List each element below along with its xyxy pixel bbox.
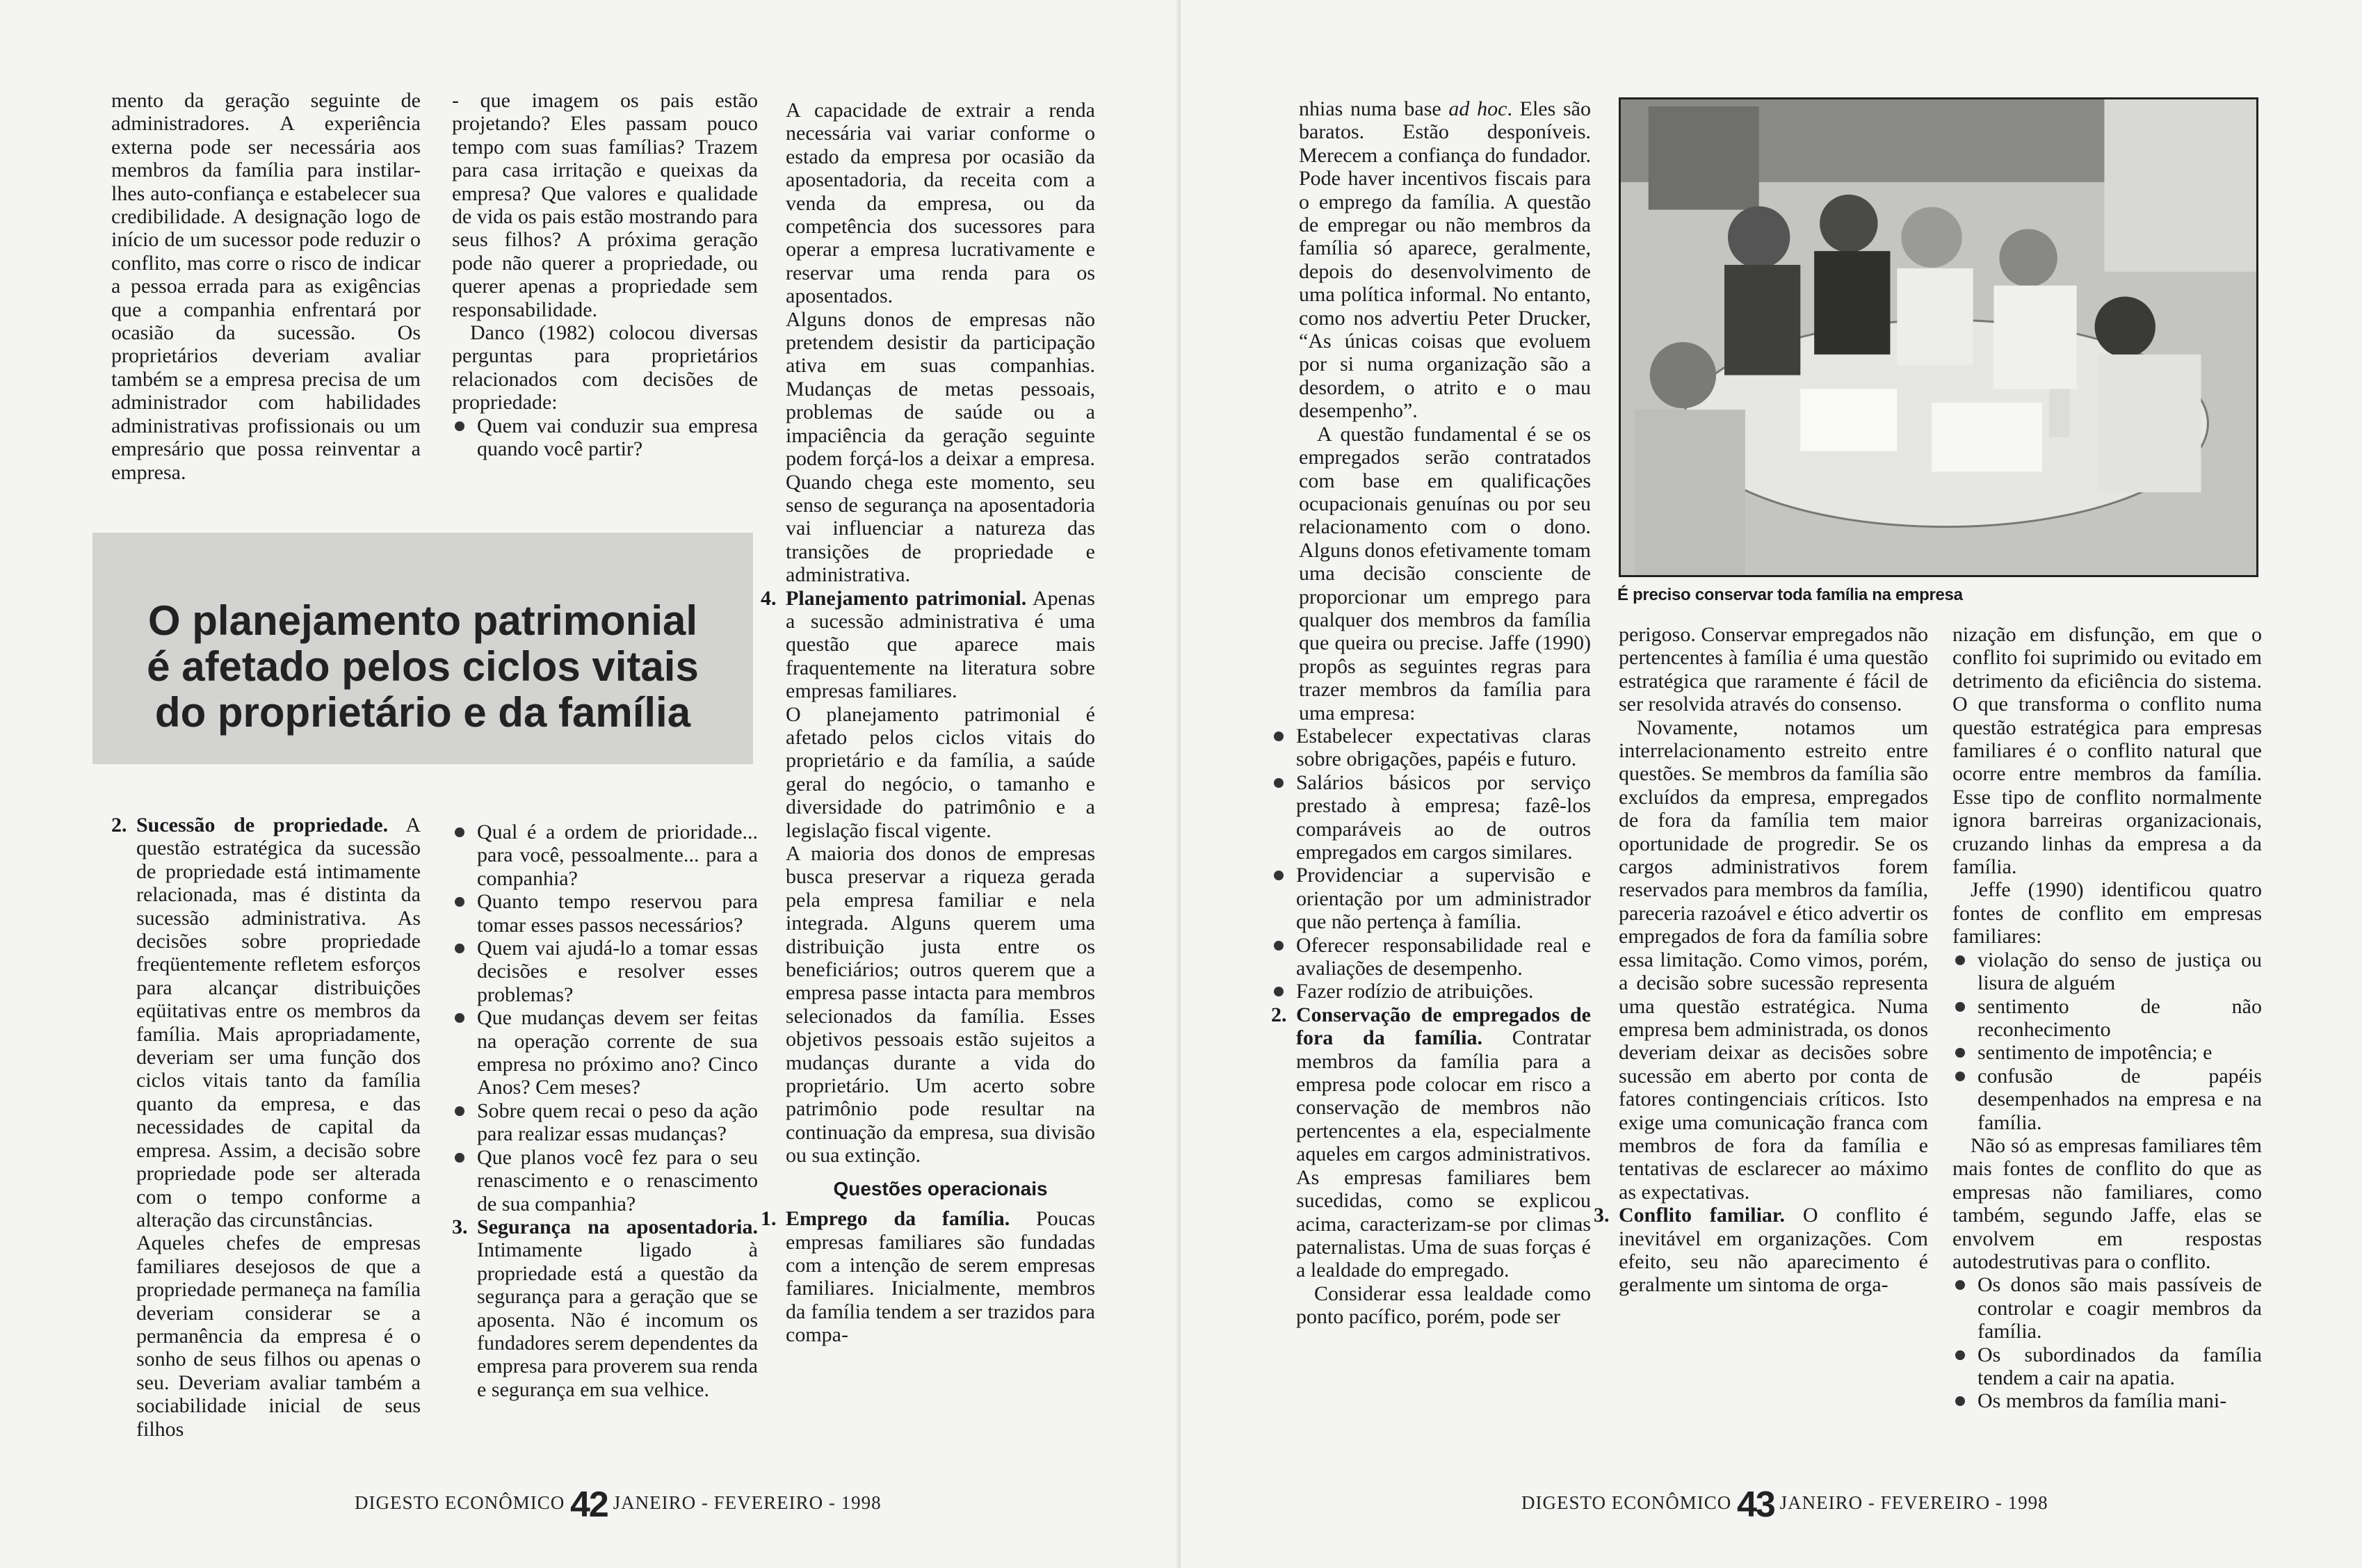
list-item: Estabelecer expectativas claras sobre obrigações, papéis e futuro. xyxy=(1271,725,1591,771)
numbered-section: 2. Sucessão de propriedade. A questão estratégica da sucessão de propriedade está intimamente relacionada, mas é distinta da sucessão administrativa. As decisões sobre propriedade freqüentemente refletem esforços para alcançar distribuições eqüitativas entre os membros da família. Mais apropriadamente, deveriam ser uma função dos ciclos vitais tanto da família quanto da empresa, e das necessidades de capital da empresa. Assim, a decisão sobre propriedade pode ser alterada com o tempo conforme a alteração das circunstâncias. Aqueles chefes de empresas familiares desejosos de que a propriedade permaneça na família deveriam considerar se a permanência da empresa é o sonho de seus filhos ou apenas o seu. Deveriam avaliar também a sociabilidade inicial de seus filhos xyxy=(111,814,421,1441)
page-number: 43 xyxy=(1737,1485,1774,1525)
section-heading: Conservação de empregados de fora da família. xyxy=(1296,1003,1591,1050)
bullet-icon xyxy=(1274,987,1284,996)
photo-caption: É preciso conservar toda família na empresa xyxy=(1617,585,1963,604)
bullet-icon xyxy=(1274,732,1284,741)
bullet-icon xyxy=(1955,1350,1965,1360)
paragraph: perigoso. Conservar empregados não pertencentes à família é uma questão estratégica que raramente é fácil de ser resolvida através do consenso. xyxy=(1619,623,1928,716)
right-column-1 xyxy=(1271,97,1591,1329)
list-item: Os membros da família mani- xyxy=(1952,1389,2262,1412)
paragraph: Jeffe (1990) identificou quatro fontes de conflito em empresas familiares: xyxy=(1952,878,2262,948)
numbered-section: 3. Conflito familiar. O conflito é inevitável em organizações. Com efeito, seu não aparecimento é geralmente um sintoma de orga- xyxy=(1594,1204,1929,1297)
paragraph: A maioria dos donos de empresas busca preservar a riqueza gerada pela empresa familiar e nela integrada. Alguns querem uma distribuição justa entre os beneficiários; outros querem que a empresa passe intacta para membros selecionados da família. Esses objetivos pessoais estão sujeitos a mudanças durante a vida do proprietário. Um acerto sobre patrimônio pode resultar na continuação da empresa, sua divisão ou sua extinção. xyxy=(786,842,1095,1167)
bullet-icon xyxy=(455,1106,464,1116)
list-item: Salários básicos por serviço prestado à empresa; fazê-los comparáveis ao de outros empregados em cargos similares. xyxy=(1271,771,1591,864)
list-item: violação do senso de justiça ou lisura de alguém xyxy=(1952,948,2262,995)
paragraph: Novamente, notamos um interrelacionamento estreito entre questões. Se membros da família são excluídos da empresa, empregados de fora da família tem maior oportunidade de progredir. Se os cargos administrativos forem reservados para membros da família, pareceria razoável e ético advertir os empregados de fora da família sobre essa limitação. Como vimos, porém, a decisão sobre sucessão representa uma questão estratégica. Numa empresa bem administrada, os donos deveriam deixar as decisões sobre sucessão em aberto por conta de fatores contingenciais críticos. Isto exige uma comunicação franca com membros de fora da família e tentativas de esclarecer ao máximo as expectativas. xyxy=(1619,716,1928,1204)
bullet-icon xyxy=(1955,1396,1965,1406)
section-heading: Conflito familiar. xyxy=(1619,1204,1785,1227)
bullet-icon xyxy=(1274,941,1284,951)
right-column-3 xyxy=(1952,623,2262,1413)
subheading: Questões operacionais xyxy=(833,1177,1048,1199)
paragraph: Danco (1982) colocou diversas perguntas para proprietários relacionados com decisões de propriedade: xyxy=(452,321,758,414)
numbered-section: 4. Planejamento patrimonial. Apenas a sucessão administrativa é uma questão que aparece mais fraquentemente na literatura sobre empresas familiares. O planejamento patrimonial é afetado pelos ciclos vitais do proprietário e da família, a saúde geral do negócio, o tamanho e diversidade do patrimônio e a legislação fiscal vigente. A maioria dos donos de empresas busca preservar a riqueza gerada pela empresa familiar e nela integrada. Alguns querem uma distribuição justa entre os beneficiários; outros querem que a empresa passe intacta para membros selecionados da família. Esses objetivos pessoais estão sujeitos a mudanças durante a vida do proprietário. Um acerto sobre patrimônio pode resultar na continuação da empresa, sua divisão ou sua extinção. xyxy=(761,586,1095,1167)
page-footer: DIGESTO ECONÔMICO 43 JANEIRO - FEVEREIRO - 1998 xyxy=(1521,1485,2048,1525)
numbered-section: 2. Conservação de empregados de fora da família. Contratar membros da família para a empresa pode colocar em risco a conservação de membros não pertencentes a ela, especialmente aqueles em cargos administrativos. As empresas familiares bem sucedidas, como se explicou acima, caracterizam-se por climas paternalistas. Uma de suas forças é a lealdade do empregado. Considerar essa lealdade como ponto pacífico, porém, pode ser xyxy=(1271,1003,1592,1329)
list-item: Que mudanças devem ser feitas na operação corrente de sua empresa no próximo ano? Cinco Anos? Cem meses? xyxy=(452,1006,758,1099)
section-heading: Planejamento patrimonial. xyxy=(786,586,1027,610)
list-item: confusão de papéis desempenhados na empresa e na família. xyxy=(1952,1065,2262,1134)
meeting-photo xyxy=(1619,97,2258,577)
page-number: 42 xyxy=(570,1485,608,1525)
bullet-icon xyxy=(455,897,464,907)
meeting-photo-image xyxy=(1621,99,2256,575)
paragraph: A capacidade de extrair a renda necessária vai variar conforme o estado da empresa por ocasião da aposentadoria, da receita com a venda da empresa, ou da competência dos sucessores para operar a empresa lucrativamente e reservar uma renda para os aposentados. xyxy=(786,99,1095,308)
left-column-2-bottom xyxy=(452,821,758,1401)
list-item: Fazer rodízio de atribuições. xyxy=(1271,980,1591,1003)
left-column-3 xyxy=(761,99,1095,1347)
bullet-icon xyxy=(1955,1002,1965,1012)
bullet-icon xyxy=(455,944,464,953)
list-item: Sobre quem recai o peso da ação para realizar essas mudanças? xyxy=(452,1099,758,1146)
pull-quote: O planejamento patrimonial é afetado pelos ciclos vitais do proprietário e da família xyxy=(147,597,699,736)
right-page xyxy=(1181,0,2362,1568)
bullet-icon xyxy=(1955,955,1965,965)
left-column-1-top xyxy=(111,89,421,484)
list-item: sentimento de não reconhecimento xyxy=(1952,995,2262,1042)
bullet-icon xyxy=(1955,1072,1965,1081)
numbered-section: 1. Emprego da família. Poucas empresas familiares são fundadas com a intenção de serem empresas familiares. Inicialmente, membros da família tendem a ser trazidos para compa- xyxy=(761,1207,1095,1347)
right-column-2 xyxy=(1594,623,1929,1297)
page-footer: DIGESTO ECONÔMICO 42 JANEIRO - FEVEREIRO - 1998 xyxy=(355,1485,882,1525)
section-heading: Sucessão de propriedade. xyxy=(136,814,389,836)
bullet-icon xyxy=(455,1153,464,1163)
bullet-icon xyxy=(1955,1048,1965,1058)
list-item: Qual é a ordem de prioridade... para você, pessoalmente... para a companhia? xyxy=(452,821,758,890)
list-item: sentimento de impotência; e xyxy=(1952,1041,2262,1064)
list-item: Os donos são mais passíveis de controlar e coagir membros da família. xyxy=(1952,1273,2262,1343)
bullet-icon xyxy=(455,421,464,431)
paragraph: nhias numa base ad hoc. Eles são baratos. Estão desponíveis. Merecem a confiança do fundador. Pode haver incentivos fiscais para o emprego da família. A questão de empregar ou não membros da família só aparece, geralmente, depois do desenvolvimento de uma política informal. No entanto, como nos advertiu Peter Drucker, “As únicas coisas que evoluem por si numa organização são a desordem, o atrito e o mau desempenho”. xyxy=(1299,97,1591,423)
paragraph: - que imagem os pais estão projetando? Eles passam pouco tempo com suas famílias? Trazem para casa irritação e queixas da empresa? Que valores e qualidade de vida os pais estão mostrando para seus filhos? A próxima geração pode não querer a propriedade, ou querer apenas a propriedade sem responsabilidade. xyxy=(452,89,758,321)
list-item: Oferecer responsabilidade real e avaliações de desempenho. xyxy=(1271,934,1591,980)
paragraph: Aqueles chefes de empresas familiares desejosos de que a propriedade permaneça na família deveriam considerar se a permanência da empresa é o sonho de seus filhos ou apenas o seu. Deveriam avaliar também a sociabilidade inicial de seus filhos xyxy=(136,1231,421,1441)
list-item: Os subordinados da família tendem a cair na apatia. xyxy=(1952,1343,2262,1390)
list-item: Quem vai ajudá-lo a tomar essas decisões e resolver esses problemas? xyxy=(452,937,758,1006)
bullet-icon xyxy=(455,827,464,837)
numbered-section: 3. Segurança na aposentadoria. Intimamente ligado à propriedade está a questão da segurança para a geração que se aposenta. Não é incomum os fundadores serem dependentes da empresa para proverem sua renda e segurança em sua velhice. xyxy=(452,1215,759,1401)
list-item: Que planos você fez para o seu renascimento e o renascimento de sua companhia? xyxy=(452,1146,758,1215)
section-heading: Emprego da família. xyxy=(786,1207,1010,1231)
paragraph: Não só as empresas familiares têm mais fontes de conflito do que as empresas não familiares, como também, segundo Jaffe, elas se envolvem em respostas autodestrutivas para o conflito. xyxy=(1952,1133,2262,1273)
left-column-2-top xyxy=(452,89,758,461)
section-heading: Segurança na aposentadoria. xyxy=(477,1215,758,1238)
list-item: Quanto tempo reservou para tomar esses passos necessários? xyxy=(452,890,758,937)
list-item: Quem vai conduzir sua empresa quando você partir? xyxy=(452,414,758,461)
paragraph: O planejamento patrimonial é afetado pelos ciclos vitais do proprietário e da família, a saúde geral do negócio, o tamanho e diversidade do patrimônio e a legislação fiscal vigente. xyxy=(786,702,1095,842)
bullet-icon xyxy=(455,1013,464,1023)
paragraph: Alguns donos de empresas não pretendem desistir da participação ativa em suas companhias. Mudanças de metas pessoais, problemas de saúde ou a impaciência da geração seguinte podem forçá-los a deixar a empresa. Quando chega este momento, seu senso de segurança na aposentadoria vai influenciar a natureza das transições de propriedade e administrativa. xyxy=(786,307,1095,587)
bullet-icon xyxy=(1274,778,1284,788)
list-item: Providenciar a supervisão e orientação por um administrador que não pertença à família. xyxy=(1271,864,1591,933)
paragraph: Considerar essa lealdade como ponto pacífico, porém, pode ser xyxy=(1296,1282,1591,1329)
bullet-icon xyxy=(1955,1280,1965,1290)
paragraph: A questão fundamental é se os empregados serão contratados com base em qualificações ocupacionais genuínas ou por seu relacionamento com o dono. Alguns donos efetivamente tomam uma decisão consciente de proporcionar um emprego para qualquer dos membros da família que queira ou precise. Jaffe (1990) propôs as seguintes regras para trazer membros da família para uma empresa: xyxy=(1299,422,1591,725)
pull-quote-box xyxy=(92,533,753,764)
paragraph: nização em disfunção, em que o conflito foi suprimido ou evitado em detrimento da eficiência do sistema. O que transforma o conflito numa questão estratégica para empresas familiares é o conflito natural que ocorre entre membros da família. Esse tipo de conflito normalmente ignora barreiras organizacionais, cruzando linhas da empresa a da família. xyxy=(1952,623,2262,879)
left-column-1-bottom xyxy=(111,814,421,1441)
bullet-icon xyxy=(1274,871,1284,880)
paragraph: mento da geração seguinte de administradores. A experiência externa pode ser necessária aos membros da família para instilar-lhes auto-confiança e estabelecer sua credibilidade. A designação logo de início de um sucessor pode reduzir o conflito, mas corre o risco de indicar a pessoa errada para as exigências que a companhia enfrentará por ocasião da sucessão. Os proprietários deveriam avaliar também se a empresa precisa de um administrador com habilidades administrativas profissionais ou um empresário que possa reinventar a empresa. xyxy=(111,89,421,484)
